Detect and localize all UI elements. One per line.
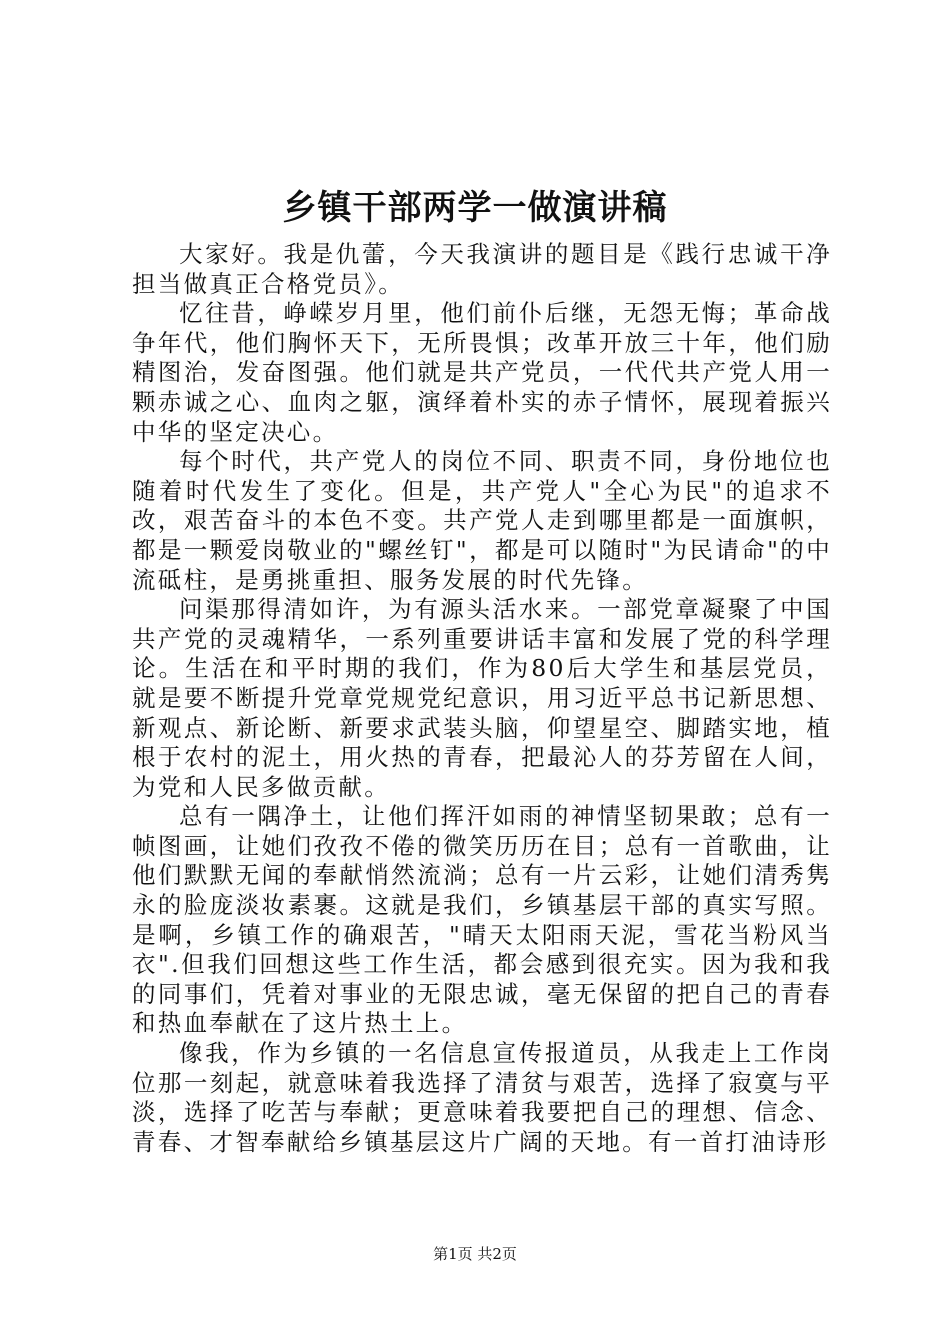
- body-paragraph: 像我，作为乡镇的一名信息宣传报道员，从我走上工作岗位那一刻起，就意味着我选择了清贫与艰苦，选择了寂寞与平淡，选择了吃苦与奉献；更意味着我要把自己的理想、信念、青春、才智奉献给乡镇基层这片广阔的天地。有一首打油诗形: [132, 1039, 832, 1156]
- page-number-footer: 第1页 共2页: [433, 1245, 517, 1263]
- body-paragraph: 问渠那得清如许，为有源头活水来。一部党章凝聚了中国共产党的灵魂精华，一系列重要讲话丰富和发展了党的科学理论。生活在和平时期的我们，作为80后大学生和基层党员，就是要不断提升党章党规党纪意识，用习近平总书记新思想、新观点、新论断、新要求武装头脑，仰望星空、脚踏实地，植根于农村的泥土，用火热的青春，把最沁人的芬芳留在人间，为党和人民多做贡献。: [132, 595, 832, 801]
- body-paragraph: 总有一隅净土，让他们挥汗如雨的神情坚韧果敢；总有一帧图画，让她们孜孜不倦的微笑历历在目；总有一首歌曲，让他们默默无闻的奉献悄然流淌；总有一片云彩，让她们清秀隽永的脸庞淡妆素裹。这就是我们，乡镇基层干部的真实写照。是啊，乡镇工作的确艰苦，"晴天太阳雨天泥，雪花当粉风当衣".但我们回想这些工作生活，都会感到很充实。因为我和我的同事们，凭着对事业的无限忠诚，毫无保留的把自己的青春和热血奉献在了这片热土上。: [132, 802, 832, 1038]
- body-paragraph: 大家好。我是仇蕾，今天我演讲的题目是《践行忠诚干净担当做真正合格党员》。: [132, 240, 832, 298]
- document-title: 乡镇干部两学一做演讲稿: [282, 188, 668, 228]
- document-body: [132, 240, 832, 1157]
- body-paragraph: 每个时代，共产党人的岗位不同、职责不同，身份地位也随着时代发生了变化。但是，共产党人"全心为民"的追求不改，艰苦奋斗的本色不变。共产党人走到哪里都是一面旗帜，都是一颗爱岗敬业的"螺丝钉"，都是可以随时"为民请命"的中流砥柱，是勇挑重担、服务发展的时代先锋。: [132, 447, 832, 594]
- body-paragraph: 忆往昔，峥嵘岁月里，他们前仆后继，无怨无悔；革命战争年代，他们胸怀天下，无所畏惧；改革开放三十年，他们励精图治，发奋图强。他们就是共产党员，一代代共产党人用一颗赤诚之心、血肉之躯，演绎着朴实的赤子情怀，展现着振兴中华的坚定决心。: [132, 299, 832, 446]
